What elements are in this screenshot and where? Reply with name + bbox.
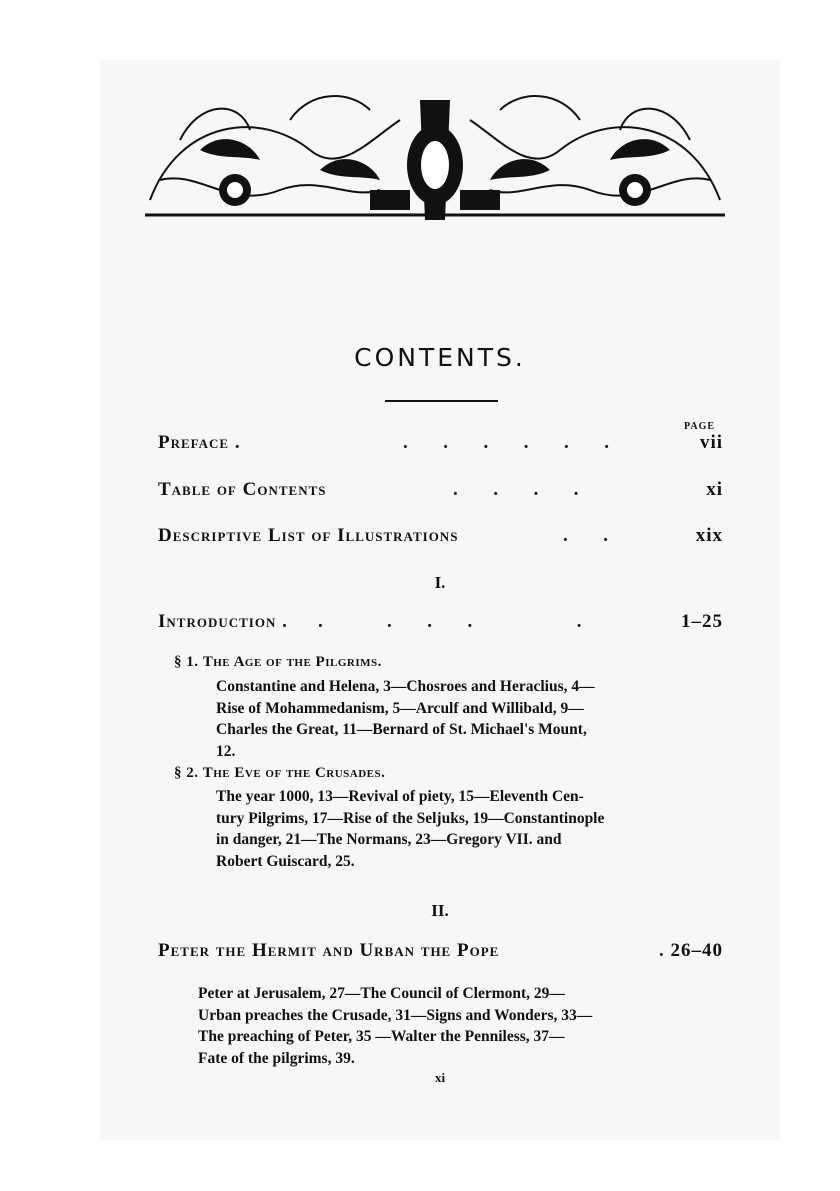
toc-entry-illustrations[interactable] bbox=[158, 525, 723, 549]
summary-line: The year 1000, 13—Revival of piety, 15—Eleventh Cen- bbox=[216, 788, 584, 805]
summary-line: in danger, 21—The Normans, 23—Gregory VII. and bbox=[216, 831, 562, 848]
summary-line: Fate of the pilgrims, 39. bbox=[198, 1049, 355, 1067]
summary-line: tury Pilgrims, 17—Rise of the Seljuks, 19—Constantinople bbox=[216, 809, 605, 827]
toc-entry-introduction[interactable] bbox=[158, 611, 723, 635]
toc-entry-title: Introduction . bbox=[158, 611, 288, 632]
toc-entry-peter-the-hermit[interactable] bbox=[158, 940, 723, 964]
summary-line: Urban preaches the Crusade, 31—Signs and Wonders, 33— bbox=[198, 1006, 593, 1024]
toc-entry-title: Peter the Hermit and Urban the Pope bbox=[158, 940, 500, 961]
leader-dots: . . . . . bbox=[318, 611, 583, 632]
summary-line: Robert Guiscard, 25. bbox=[216, 852, 355, 870]
section-title: The Age of the Pilgrims. bbox=[202, 654, 382, 670]
folio: xi bbox=[434, 1070, 446, 1085]
summary-line: The preaching of Peter, 35 —Walter the Penniless, 37— bbox=[198, 1028, 565, 1045]
toc-entry-page: xi bbox=[706, 479, 723, 500]
section-mark: § 2. bbox=[174, 765, 199, 781]
summary-line: 12. bbox=[216, 742, 236, 760]
section-title: The Eve of the Crusades. bbox=[202, 765, 386, 781]
leader-dots: . . . . bbox=[453, 479, 580, 500]
summary-line: Constantine and Helena, 3—Chosroes and Heraclius, 4— bbox=[216, 678, 595, 695]
title-rule bbox=[385, 400, 498, 402]
toc-entry-title: Table of Contents bbox=[158, 479, 327, 500]
toc-entry-page: . 26–40 bbox=[659, 940, 723, 961]
page-title: CONTENTS. bbox=[354, 343, 526, 372]
toc-entry-page: 1–25 bbox=[681, 611, 723, 632]
summary-line: Rise of Mohammedanism, 5—Arculf and Willibald, 9— bbox=[216, 699, 584, 717]
leader-dots: . . . . . . bbox=[403, 432, 610, 453]
chapter-summary bbox=[198, 983, 674, 1069]
toc-entry-page: xix bbox=[695, 525, 723, 546]
summary-line: Peter at Jerusalem, 27—The Council of Clermont, 29— bbox=[198, 985, 565, 1002]
toc-entry-title: Preface . bbox=[158, 432, 241, 453]
toc-entry-table-of-contents[interactable] bbox=[158, 479, 723, 503]
summary-line: Charles the Great, 11—Bernard of St. Michael's Mount, bbox=[216, 721, 587, 738]
chapter-number: I. bbox=[434, 573, 446, 592]
section-heading bbox=[174, 654, 382, 671]
chapter-number: II. bbox=[431, 901, 449, 920]
section-mark: § 1. bbox=[174, 654, 199, 670]
toc-entry-preface[interactable] bbox=[158, 432, 723, 456]
section-heading bbox=[174, 765, 385, 782]
toc-entry-title: Descriptive List of Illustrations bbox=[158, 525, 459, 546]
toc-entry-page: vii bbox=[699, 432, 723, 453]
leader-dots: . . bbox=[563, 525, 609, 546]
decorative-headpiece bbox=[140, 80, 730, 230]
section-summary bbox=[216, 786, 672, 872]
section-summary bbox=[216, 676, 672, 762]
page-column-label: PAGE bbox=[684, 421, 716, 432]
